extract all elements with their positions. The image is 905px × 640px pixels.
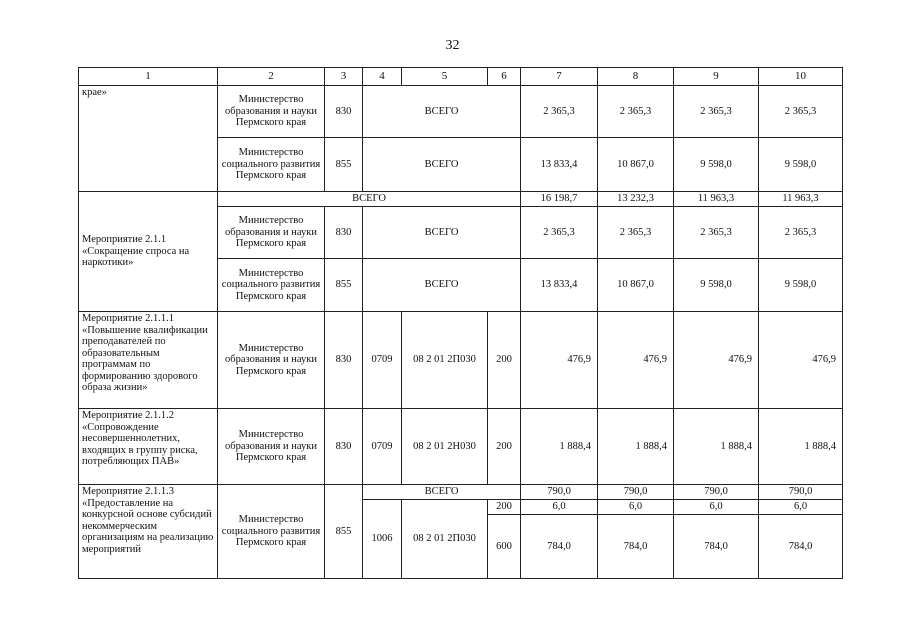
table-row: [79, 192, 843, 207]
value-cell: 1 888,4: [521, 409, 598, 485]
ministry-code: 830: [325, 86, 363, 138]
ministry-name: Министерство образования и науки Пермского края: [218, 312, 325, 409]
value-cell: 2 365,3: [598, 207, 674, 259]
value-cell: 9 598,0: [674, 259, 759, 312]
value-cell: 476,9: [759, 312, 843, 409]
ministry-code: 855: [325, 259, 363, 312]
value-cell: 11 963,3: [674, 192, 759, 207]
expense-kind: 200: [488, 312, 521, 409]
value-cell: 13 833,4: [521, 259, 598, 312]
value-cell: 784,0: [598, 515, 674, 579]
activity-name: Мероприятие 2.1.1.1 «Повышение квалификации преподавателей по образовательным программам по формированию здорового образа жизни»: [79, 312, 218, 409]
page-number: 32: [445, 38, 460, 53]
value-cell: 1 888,4: [598, 409, 674, 485]
ministry-code: 830: [325, 207, 363, 259]
activity-name: Мероприятие 2.1.1.3 «Предоставление на конкурсной основе субсидий некоммерческим организациям на реализацию мероприятий: [79, 485, 218, 579]
value-cell: 2 365,3: [521, 86, 598, 138]
value-cell: 476,9: [674, 312, 759, 409]
value-cell: 784,0: [674, 515, 759, 579]
column-header: 10: [759, 68, 843, 86]
expense-kind: 200: [488, 409, 521, 485]
ministry-code: 830: [325, 312, 363, 409]
ministry-name: Министерство социального развития Пермского края: [218, 485, 325, 579]
budget-table: [78, 67, 843, 579]
value-cell: 476,9: [521, 312, 598, 409]
ministry-name: Министерство социального развития Пермского края: [218, 259, 325, 312]
target-code: 08 2 01 2П030: [402, 312, 488, 409]
ministry-code: 830: [325, 409, 363, 485]
table-row: [79, 312, 843, 409]
column-header: 5: [402, 68, 488, 86]
value-cell: 9 598,0: [674, 138, 759, 192]
value-cell: 6,0: [598, 500, 674, 515]
value-cell: 790,0: [759, 485, 843, 500]
value-cell: 784,0: [521, 515, 598, 579]
total-label: ВСЕГО: [363, 207, 521, 259]
table-row: [79, 485, 843, 500]
section-code: 1006: [363, 500, 402, 579]
value-cell: 9 598,0: [759, 138, 843, 192]
value-cell: 9 598,0: [759, 259, 843, 312]
value-cell: 10 867,0: [598, 138, 674, 192]
column-header: 3: [325, 68, 363, 86]
column-header: 8: [598, 68, 674, 86]
column-header: 1: [79, 68, 218, 86]
value-cell: 13 833,4: [521, 138, 598, 192]
value-cell: 10 867,0: [598, 259, 674, 312]
value-cell: 784,0: [759, 515, 843, 579]
value-cell: 2 365,3: [674, 207, 759, 259]
section-code: 0709: [363, 312, 402, 409]
value-cell: 6,0: [674, 500, 759, 515]
value-cell: 11 963,3: [759, 192, 843, 207]
value-cell: 6,0: [521, 500, 598, 515]
column-header: 4: [363, 68, 402, 86]
target-code: 08 2 01 2П030: [402, 500, 488, 579]
total-label: ВСЕГО: [363, 485, 521, 500]
target-code: 08 2 01 2Н030: [402, 409, 488, 485]
value-cell: 1 888,4: [759, 409, 843, 485]
value-cell: 13 232,3: [598, 192, 674, 207]
section-code: 0709: [363, 409, 402, 485]
column-header: 6: [488, 68, 521, 86]
value-cell: 2 365,3: [674, 86, 759, 138]
ministry-name: Министерство образования и науки Пермского края: [218, 207, 325, 259]
expense-kind: 200: [488, 500, 521, 515]
value-cell: 2 365,3: [598, 86, 674, 138]
value-cell: 476,9: [598, 312, 674, 409]
activity-name: Мероприятие 2.1.1 «Сокращение спроса на наркотики»: [79, 192, 218, 312]
expense-kind: 600: [488, 515, 521, 579]
total-label: ВСЕГО: [363, 138, 521, 192]
value-cell: 790,0: [674, 485, 759, 500]
header-row: [79, 68, 843, 86]
table-row: [79, 409, 843, 485]
column-header: 7: [521, 68, 598, 86]
ministry-code: 855: [325, 485, 363, 579]
ministry-name: Министерство образования и науки Пермского края: [218, 409, 325, 485]
total-label: ВСЕГО: [363, 86, 521, 138]
value-cell: 2 365,3: [521, 207, 598, 259]
total-label: ВСЕГО: [363, 259, 521, 312]
ministry-name: Министерство социального развития Пермского края: [218, 138, 325, 192]
value-cell: 2 365,3: [759, 207, 843, 259]
ministry-code: 855: [325, 138, 363, 192]
value-cell: 790,0: [521, 485, 598, 500]
activity-name: крае»: [79, 86, 218, 192]
value-cell: 1 888,4: [674, 409, 759, 485]
column-header: 9: [674, 68, 759, 86]
value-cell: 6,0: [759, 500, 843, 515]
total-label: ВСЕГО: [218, 192, 521, 207]
value-cell: 16 198,7: [521, 192, 598, 207]
value-cell: 790,0: [598, 485, 674, 500]
activity-name: Мероприятие 2.1.1.2 «Сопровождение несовершеннолетних, входящих в группу риска, потребляющих ПАВ»: [79, 409, 218, 485]
ministry-name: Министерство образования и науки Пермского края: [218, 86, 325, 138]
value-cell: 2 365,3: [759, 86, 843, 138]
column-header: 2: [218, 68, 325, 86]
table-row: [79, 86, 843, 138]
